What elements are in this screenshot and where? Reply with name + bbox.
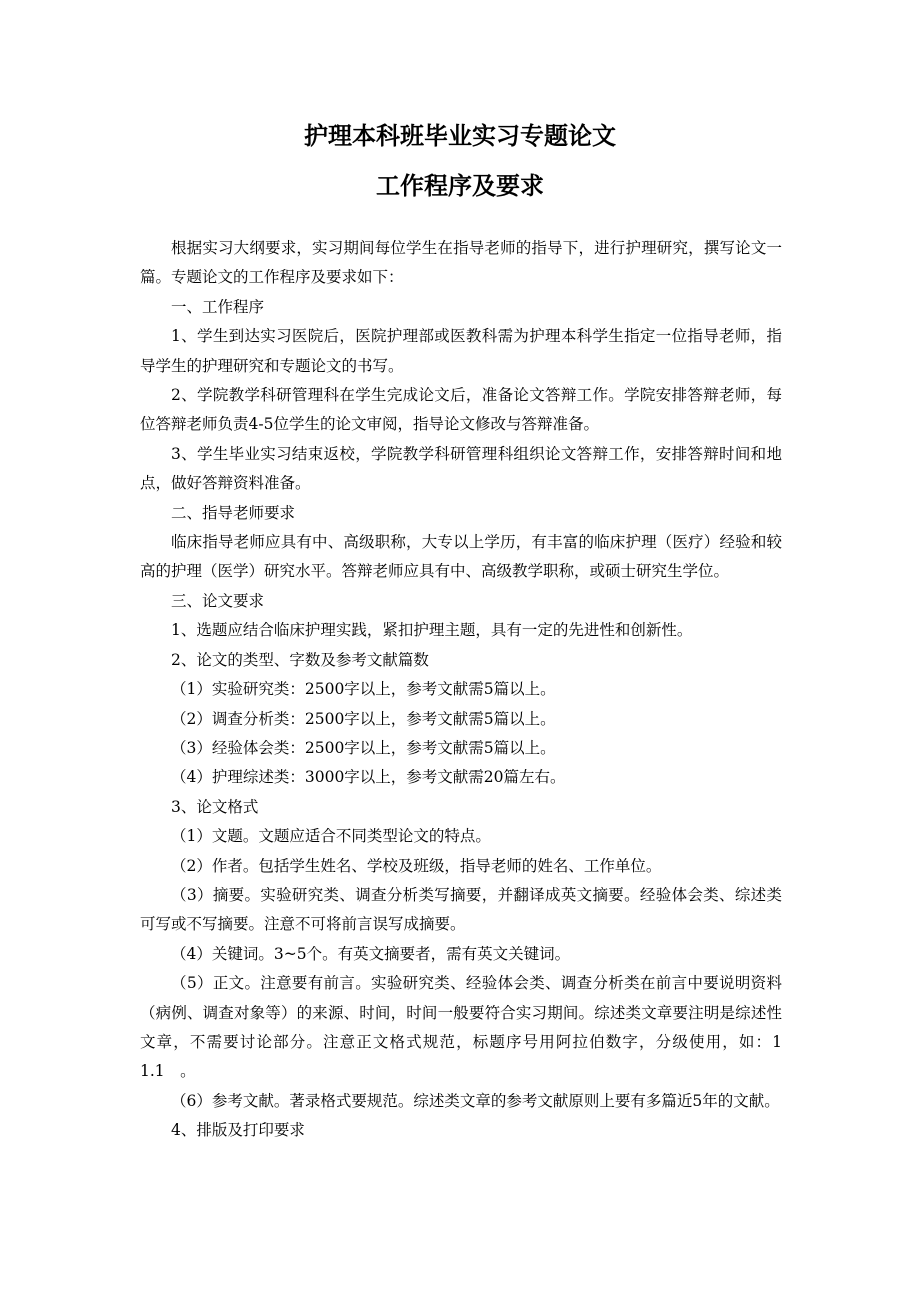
list-item: （3）摘要。实验研究类、调查分析类写摘要，并翻译成英文摘要。经验体会类、综述类可写或不写摘要。注意不可将前言误写成摘要。 bbox=[140, 885, 782, 934]
paragraph: 临床指导老师应具有中、高级职称，大专以上学历，有丰富的临床护理（医疗）经验和较高的护理（医学）研究水平。答辩老师应具有中、高级教学职称，或硕士研究生学位。 bbox=[140, 533, 782, 581]
list-item: （2）调查分析类：2500字以上，参考文献需5篇以上。 bbox=[171, 709, 556, 728]
doc-title-line1: 护理本科班毕业实习专题论文 bbox=[304, 122, 616, 150]
section-heading: 一、工作程序 bbox=[171, 297, 265, 316]
list-item: （1）文题。文题应适合不同类型论文的特点。 bbox=[171, 827, 491, 846]
list-item: （2）作者。包括学生姓名、学校及班级，指导老师的姓名、工作单位。 bbox=[171, 856, 662, 875]
doc-title-line2: 工作程序及要求 bbox=[376, 172, 544, 200]
paragraph: 4、排版及打印要求 bbox=[171, 1121, 305, 1140]
paragraph: 2、学院教学科研管理科在学生完成论文后，准备论文答辩工作。学院安排答辩老师，每位答辩老师负责4-5位学生的论文审阅，指导论文修改与答辩准备。 bbox=[140, 386, 782, 434]
intro-paragraph: 根据实习大纲要求，实习期间每位学生在指导老师的指导下，进行护理研究，撰写论文一篇。专题论文的工作程序及要求如下： bbox=[140, 239, 782, 287]
section-heading: 三、论文要求 bbox=[171, 591, 265, 610]
list-item: （3）经验体会类：2500字以上，参考文献需5篇以上。 bbox=[171, 738, 556, 757]
list-item: （5）正文。注意要有前言。实验研究类、经验体会类、调查分析类在前言中要说明资料（病例、调查对象等）的来源、时间，时间一般要符合实习期间。综述类文章要注明是综述性文章，不需要讨论部分。注意正文格式规范，标题序号用阿拉伯数字，分级使用，如：1 1.1 。 bbox=[140, 974, 798, 1081]
paragraph: 1、选题应结合临床护理实践，紧扣护理主题，具有一定的先进性和创新性。 bbox=[171, 621, 693, 640]
list-item: （4）护理综述类：3000字以上，参考文献需20篇左右。 bbox=[171, 768, 566, 787]
paragraph: 3、论文格式 bbox=[171, 797, 259, 816]
list-item: （1）实验研究类：2500字以上，参考文献需5篇以上。 bbox=[171, 680, 556, 699]
doc-body bbox=[140, 234, 798, 1146]
section-heading: 二、指导老师要求 bbox=[171, 503, 296, 522]
paragraph: 2、论文的类型、字数及参考文献篇数 bbox=[171, 650, 429, 669]
paragraph: 1、学生到达实习医院后，医院护理部或医教科需为护理本科学生指定一位指导老师，指导学生的护理研究和专题论文的书写。 bbox=[140, 327, 782, 375]
list-item: （4）关键词。3~5个。有英文摘要者，需有英文关键词。 bbox=[171, 944, 571, 963]
paragraph: 3、学生毕业实习结束返校，学院教学科研管理科组织论文答辩工作，安排答辩时间和地点，做好答辩资料准备。 bbox=[140, 444, 782, 493]
list-item: （6）参考文献。著录格式要规范。综述类文章的参考文献原则上要有多篇近5年的文献。 bbox=[171, 1091, 780, 1110]
